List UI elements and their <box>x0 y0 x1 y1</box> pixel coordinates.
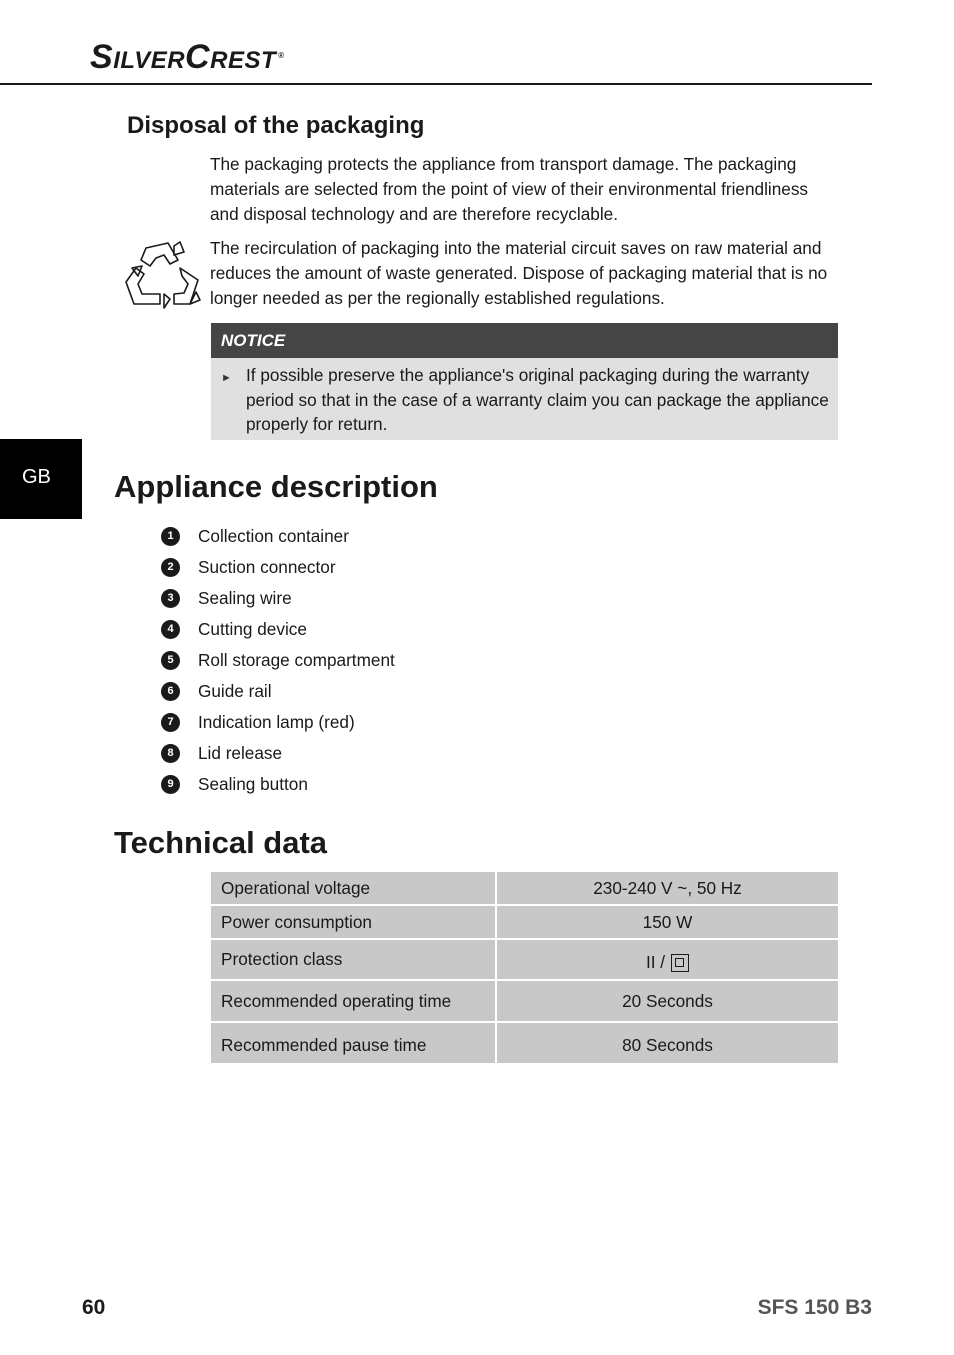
protection-class-ii-icon <box>671 954 689 972</box>
table-row <box>211 940 838 979</box>
part-label: Sealing wire <box>198 588 292 608</box>
list-item <box>160 585 395 616</box>
table-value: 150 W <box>497 906 838 938</box>
list-item <box>160 554 395 585</box>
table-key: Power consumption <box>211 906 495 938</box>
list-item <box>160 678 395 709</box>
model-number: SFS 150 B3 <box>757 1296 872 1319</box>
brand-logo-ilver: ILVER <box>113 47 186 74</box>
part-label: Indication lamp (red) <box>198 712 355 732</box>
protection-class-text: II / <box>645 952 666 972</box>
table-value <box>497 940 838 979</box>
table-value: 80 Seconds <box>497 1023 838 1063</box>
notice-box <box>211 323 838 440</box>
list-item <box>160 771 395 802</box>
table-row <box>211 1023 838 1063</box>
table-value: 230-240 V ~, 50 Hz <box>497 872 838 904</box>
part-number-badge: 2 <box>161 558 180 577</box>
table-key: Protection class <box>211 940 495 979</box>
part-number-badge: 7 <box>161 713 180 732</box>
list-item <box>160 616 395 647</box>
part-label: Sealing button <box>198 774 308 794</box>
part-number-badge: 8 <box>161 744 180 763</box>
table-row <box>211 872 838 904</box>
part-label: Lid release <box>198 743 283 763</box>
part-number-badge: 1 <box>161 527 180 546</box>
list-item <box>160 740 395 771</box>
table-key: Recommended pause time <box>211 1023 495 1063</box>
language-tab-label: GB <box>22 466 51 488</box>
table-row <box>211 981 838 1021</box>
part-label: Collection container <box>198 526 349 546</box>
part-label: Guide rail <box>198 681 272 701</box>
list-item <box>160 647 395 678</box>
technical-data-table <box>211 872 838 1065</box>
page-number: 60 <box>82 1296 106 1319</box>
part-number-badge: 5 <box>161 651 180 670</box>
part-label: Suction connector <box>198 557 336 577</box>
part-label: Cutting device <box>198 619 307 639</box>
brand-logo-c: C <box>185 38 211 76</box>
recycle-icon <box>120 238 204 318</box>
table-value: 20 Seconds <box>497 981 838 1021</box>
brand-logo-registered: ® <box>278 50 285 60</box>
table-key: Operational voltage <box>211 872 495 904</box>
notice-arrow-icon: ► <box>221 372 232 384</box>
notice-text: If possible preserve the appliance's original packaging during the warranty period so that in the case of a warranty claim you can package the appliance properly for return. <box>246 365 829 434</box>
part-label: Roll storage compartment <box>198 650 395 670</box>
table-key: Recommended operating time <box>211 981 495 1021</box>
part-number-badge: 4 <box>161 620 180 639</box>
part-number-badge: 9 <box>161 775 180 794</box>
header-rule <box>0 83 872 85</box>
part-number-badge: 6 <box>161 682 180 701</box>
technical-heading: Technical data <box>114 825 328 860</box>
parts-list <box>160 523 395 802</box>
language-tab <box>0 439 82 519</box>
disposal-paragraph-2: The recirculation of packaging into the material circuit saves on raw material and reduces the amount of waste generated. Dispose of packaging material that is no longer needed as per the regionally established regulations. <box>210 238 828 308</box>
brand-logo <box>90 38 285 77</box>
brand-logo-s: S <box>90 38 114 76</box>
table-row <box>211 906 838 938</box>
list-item <box>160 709 395 740</box>
disposal-paragraph-1: The packaging protects the appliance from transport damage. The packaging materials are selected from the point of view of their environmental friendliness and disposal technology and are therefore recyclable. <box>210 154 809 224</box>
part-number-badge: 3 <box>161 589 180 608</box>
notice-title: NOTICE <box>211 323 838 358</box>
appliance-heading: Appliance description <box>114 469 438 504</box>
list-item <box>160 523 395 554</box>
notice-body <box>211 358 838 437</box>
brand-logo-rest: REST <box>210 47 277 74</box>
disposal-heading: Disposal of the packaging <box>127 112 425 139</box>
